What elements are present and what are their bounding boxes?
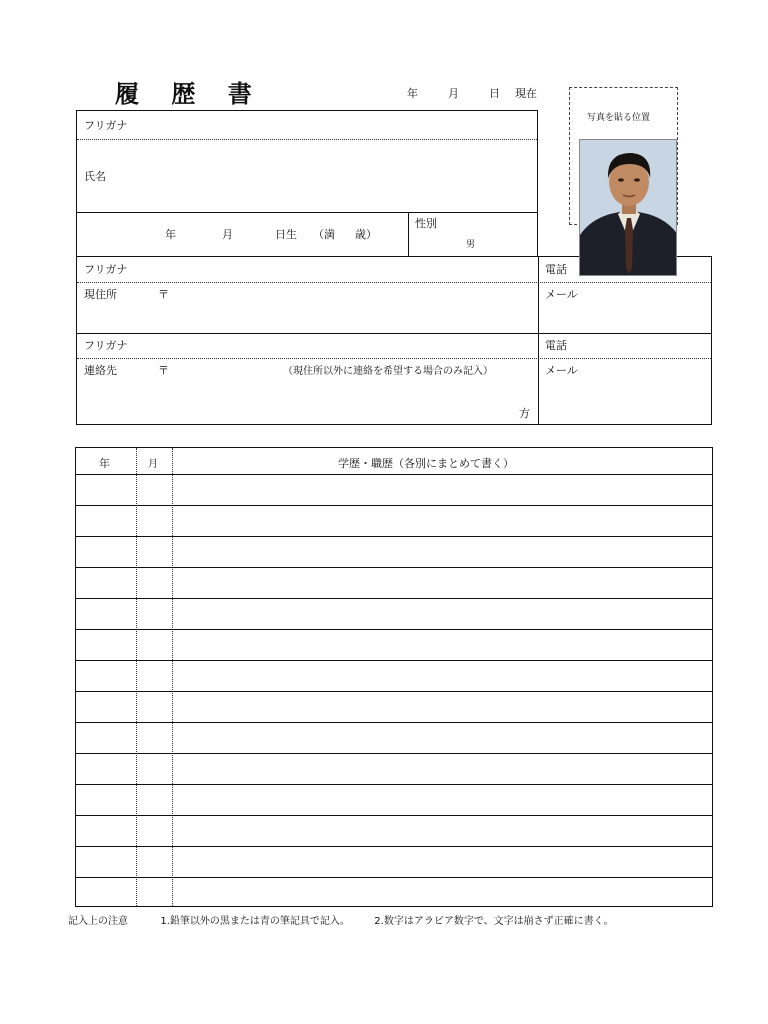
date-year-label: 年 xyxy=(407,87,418,100)
gender-value: 男 xyxy=(466,240,476,250)
address-mail-label: メール xyxy=(545,288,578,301)
table-row xyxy=(76,846,712,847)
date-current-label: 現在 xyxy=(515,87,537,100)
age-open-label: （満 xyxy=(313,228,335,241)
table-row xyxy=(76,753,712,754)
contact-phone-label: 電話 xyxy=(545,339,567,352)
table-row xyxy=(76,815,712,816)
name-label: 氏名 xyxy=(84,170,106,183)
history-col-content: 学歴・職歴（各別にまとめて書く） xyxy=(338,457,514,470)
history-table xyxy=(75,447,713,907)
contact-label: 連絡先 xyxy=(84,364,117,377)
table-row xyxy=(76,877,712,878)
personal-info-box xyxy=(76,110,538,257)
name-furigana-label: フリガナ xyxy=(84,119,128,132)
table-row xyxy=(76,598,712,599)
notes-label: 記入上の注意 xyxy=(68,916,128,927)
entry-notes xyxy=(68,912,613,927)
table-row xyxy=(76,536,712,537)
table-row xyxy=(76,691,712,692)
table-row xyxy=(76,722,712,723)
notes-item-2: 2.数字はアラビア数字で、文字は崩さず正確に書く。 xyxy=(374,916,614,927)
address-postal-mark: 〒 xyxy=(158,288,169,301)
address-furigana-label: フリガナ xyxy=(84,263,128,276)
table-row xyxy=(76,474,712,475)
table-row xyxy=(76,567,712,568)
contact-postal-mark: 〒 xyxy=(158,364,169,377)
photo-placement-label: 写真を貼る位置 xyxy=(587,113,651,123)
address-contact-box xyxy=(76,256,712,425)
contact-note: （現住所以外に連絡を希望する場合のみ記入） xyxy=(283,366,493,377)
table-row xyxy=(76,784,712,785)
birth-month-label: 月 xyxy=(222,228,233,241)
age-close-label: 歳） xyxy=(355,228,377,241)
history-col-year: 年 xyxy=(99,457,110,470)
date-month-label: 月 xyxy=(448,87,459,100)
contact-suffix: 方 xyxy=(519,407,530,420)
notes-item-1: 1.鉛筆以外の黒または青の筆記具で記入。 xyxy=(160,916,350,927)
table-row xyxy=(76,660,712,661)
date-day-label: 日 xyxy=(489,87,500,100)
applicant-photo xyxy=(579,139,677,276)
birth-year-label: 年 xyxy=(165,228,176,241)
history-col-month: 月 xyxy=(148,459,158,470)
birth-day-label: 日生 xyxy=(275,228,297,241)
document-title: 履 歴 書 xyxy=(115,79,264,108)
contact-furigana-label: フリガナ xyxy=(84,339,128,352)
address-phone-label: 電話 xyxy=(545,263,567,276)
table-row xyxy=(76,505,712,506)
table-row xyxy=(76,629,712,630)
date-line xyxy=(407,85,537,101)
contact-mail-label: メール xyxy=(545,364,578,377)
address-label: 現住所 xyxy=(84,288,117,301)
gender-label: 性別 xyxy=(415,217,437,230)
